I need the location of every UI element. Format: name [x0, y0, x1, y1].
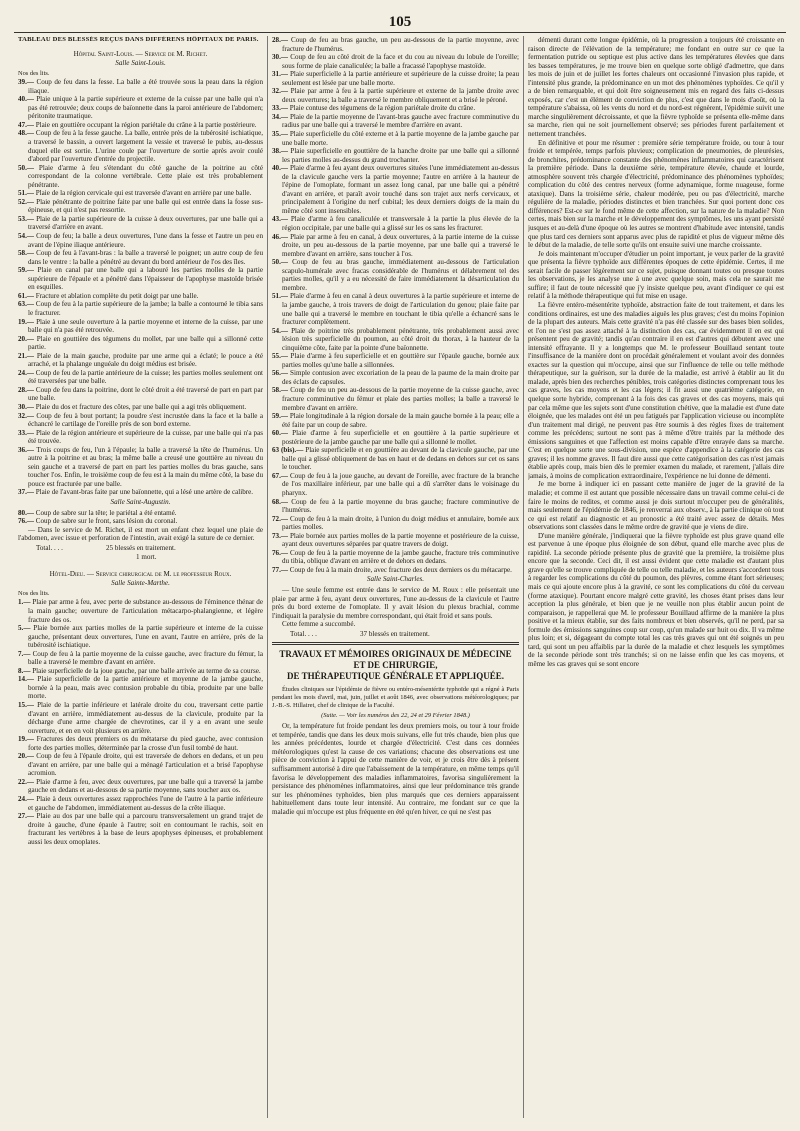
bed-number: 50.— [272, 258, 293, 267]
bed-number: 21.— [18, 351, 37, 360]
bed-number: 56.— [272, 369, 291, 378]
study-note: (Suite. — Voir les numéros des 22, 24 et 29 Février 1848.) [321, 711, 470, 719]
bed-number: 5.— [18, 624, 34, 633]
bed-number: 72.— [272, 514, 290, 523]
article-paragraph: La fièvre entéro-mésentérite typhoïde, abstraction faite de tout traitement, et dans les conditions ordinaires, est une des maladies aiguës les plus graves; c'est du moins l'opinion de la plupart des auteurs. Mais cette gravité n'a pas été classée sur des bases bien solides, et l'on ne s'est pas assez attaché à la distinction des cas, car évidemment il en est qui présentent peu de gravité; tandis qu'au contraire il en est d'autres qui débutent avec une intensité effrayante. Il y a longtemps que M. le professeur Bouillaud sentant toute l'insuffisance de la manière dont on procédait généralement et voulant avoir des données exactes sur la question qui m'occupe, ainsi que sur l'influence de telle ou telle méthode thérapeutique, sur la guérison, sur la durée de la maladie, est arrivé à établir au lit du malade, après bien des recherches pénibles, trois catégories distinctes comprenant tous les cas graves, les cas moyens et les cas légers; il fit aussi une quatrième catégorie, en quelque sorte hybride, comprenant à la fois des cas graves et des cas moyens, mais qui par cela même que les sujets sont d'une constitution chétive, que la maladie est d'une date éloignée, que les malades ont été un peu fatigués par l'application vicieuse ou incomplète d'un traitement mal dirigé, ne peuvent pas être soumis à des règles fixes de traitement comme les précédens; surtout ne sont pas à même d'être traités par la méthode des émissions sanguines et que l'affection est moins capable d'être enrayée dans sa marche. C'est en quelque sorte une sous-division, une espèce d'appendice à la catégorie des cas graves; il les nomme graves. Il faut dire aussi que cette catégorisation des cas n'est jamais établie après coup, mais bien dès le premier examen du malade, et rarement, j'allais dire jamais, à moins de complication extraordinaire, l'expérience ne lui donne de démenti. [528, 300, 784, 480]
entry-text: Coup de feu au côté droit de la face et du cou au niveau du lobule de l'oreille; sous forme de plaie canaliculée; la balle a fracassé l'apophyse mastoïde. [282, 53, 519, 70]
casualty-entry [18, 446, 263, 489]
casualty-entry [18, 95, 263, 121]
bed-number: 77.— [272, 565, 290, 574]
casualty-entry [18, 488, 263, 497]
column-divider [267, 36, 268, 1118]
casualty-entry [272, 549, 519, 566]
casualty-entry [18, 386, 263, 403]
entries-sainte-marthe [18, 598, 263, 846]
casualty-entry [18, 778, 263, 795]
entry-text: Coup de feu à la partie moyenne de la cuisse gauche, avec fracture du fémur, la balle a traversé le membre d'avant en arrière. [28, 649, 263, 667]
bed-number: 40.— [272, 164, 290, 173]
casualty-entry [272, 113, 519, 130]
bed-number: 80.— [18, 508, 36, 517]
bed-number: 59.— [272, 412, 290, 421]
bed-number: 28.— [18, 385, 36, 394]
casualty-entry [272, 164, 519, 215]
entry-text: Coup de feu à l'épaule droite, qui est traversée de dehors en dedans, et un peu d'avant en arrière, par une balle qui a ménagé l'articulation et a brisé l'apophyse acromion. [28, 752, 263, 778]
bed-number: 76.— [18, 517, 36, 526]
entry-text: Plaie en canal par une balle qui a labouré les parties molles de la partie supérieure de l'épaule et a pénétré dans l'épaisseur de l'apophyse mastoïde brisée en esquilles. [28, 266, 263, 292]
total-line [18, 544, 263, 553]
note-richet: — Dans le service de M. Richet, il est mort un enfant chez lequel une plaie de l'abdomen, avec issue et perforation de l'intestin, avait exigé la suture de ce dernier. [18, 525, 263, 543]
casualty-entry [18, 189, 263, 198]
entry-text: Plaie d'arme à feu canaliculée et transversale à la partie la plus élevée de la région occipitale, par une balle qui a glissé sur les os sans les fracturer. [282, 215, 519, 233]
hospital-heading-hotel-dieu: Hôtel-Dieu. — Service chirurgical de M. le professeur Roux. [49, 569, 232, 578]
ward-heading-saint-louis: Salle Saint-Louis. [115, 59, 166, 68]
bed-number: 54.— [18, 232, 37, 241]
entry-text: Plaie du dos et fracture des côtes, par une balle qui a agi très obliquement. [35, 402, 247, 411]
entry-text: Plaie de la main gauche, produite par une arme qui a éclaté; le pouce a été arraché, et la phalange unguéale du doigt médius est brisée. [28, 351, 263, 369]
entry-text: Plaie superficielle en gouttière de la hanche droite par une balle qui a sillonné les parties molles au-dessus du grand trochanter. [282, 147, 519, 164]
bed-number: 54.— [272, 326, 292, 335]
casualty-entry [18, 198, 263, 215]
entry-text: Simple contusion avec excoriation de la peau de la paume de la main droite par des éclats de capsules. [282, 369, 519, 386]
casualty-entry [272, 369, 519, 386]
bed-number: 32.— [272, 87, 291, 96]
casualty-entry [272, 53, 519, 70]
bed-number: 60.— [272, 429, 293, 438]
entry-text: Plaie de la partie moyenne de l'avant-bras gauche avec fracture comminutive du radius par une balle qui a traversé le membre d'arrière en avant. [282, 112, 519, 130]
entry-text: Plaie de la région antérieure et supérieure de la cuisse, par une balle qui n'a pas été trouvée. [28, 428, 263, 446]
bed-number: 53.— [18, 214, 37, 223]
table-title: TABLEAU DES BLESSÉS REÇUS DANS DIFFÉRENS HÔPITAUX DE PARIS. [18, 36, 259, 43]
bed-number: 20.— [18, 752, 37, 761]
bed-number: 14.— [18, 675, 38, 684]
entry-text: Plaie de poitrine très probablement pénétrante, très probablement aussi avec lésion très superficielle du poumon, au côté droit du thorax, à la hauteur de la cinquième côte, faite par la pointe d'une baïonnette. [282, 326, 519, 352]
entry-text: Plaie à deux ouvertures assez rapprochées l'une de l'autre à la partie inférieure et gauche de l'abdomen, immédiatement au-dessus de la crête iliaque. [28, 795, 263, 812]
bed-number: 20.— [18, 334, 37, 343]
casualty-entry [272, 515, 519, 532]
bed-number: 48.— [18, 129, 36, 138]
entry-text: Plaie superficielle de la joue gauche, par une balle arrivée au terme de sa course. [32, 666, 261, 675]
entry-text: Coup de feu au bras gauche, un peu au-dessous de la partie moyenne, avec fracture de l'humérus. [282, 36, 519, 53]
casualty-entry [272, 104, 519, 113]
entry-text: Plaie d'arme à feu en canal à deux ouvertures à la partie supérieure et interne de la jambe gauche, à trois travers de doigt de l'articulation du genou; plaie faite par une balle qui a traversé le membre en touchant le tibia qu'elle a échancré sans le fracturer complètement. [282, 292, 519, 327]
bed-number: 24.— [18, 368, 36, 377]
casualty-entry [272, 386, 519, 412]
bed-number: 38.— [272, 147, 291, 156]
total-label: Total. . . . [290, 629, 317, 638]
casualty-entry [18, 300, 263, 317]
casualty-entry [18, 701, 263, 735]
total-dead: 1 mort. [136, 553, 157, 562]
entry-text: Plaie longitudinale à la région dorsale de la main gauche bornée à la peau; elle a été faite par un coup de sabre. [282, 412, 519, 429]
article-body [528, 36, 784, 668]
entry-text: Plaie par arme à feu à la partie supérieure et externe de la jambe droite avec deux ouvertures; la balle a traversé le membre obliquement et a brisé le péroné. [282, 87, 519, 104]
casualty-entry [272, 412, 519, 429]
bed-number: 35.— [272, 130, 290, 139]
entry-text: Plaie pénétrante de poitrine faite par une balle qui est entrée dans la fosse sus-épineuse, et qui n'est pas ressortie. [28, 197, 263, 215]
entry-text: Plaie d'arme à feu superficielle et en gouttière à la partie supérieure et postérieure de la jambe gauche par une balle qui a sillonné le mollet. [282, 429, 519, 446]
casualty-entry [272, 36, 519, 53]
bed-numbers-label: Nos des lits. [18, 589, 50, 597]
casualty-entry [272, 472, 519, 498]
article-paragraph: Or, la température fut froide pendant les deux premiers mois, ou tour à tour froide et tempérée, tandis que dans les deux mois suivans, elle fut très chaude, bien plus que les années précédentes, lourde et chargée d'électricité. C'est dans ces données météorologiques qu'est la cause de ces variations; chacune des observations est une pièce de conviction à l'appui de cette manière de voir, et je crois être dès à présent suffisamment autorisé à dire que l'abaissement de la température, en même temps qu'il favorisa le développement des maladies inflammatoires, favorisa singulièrement la persistance des phénomènes inflammatoires, ainsi que leur prédominance très grande sur les phénomènes typhoïdes, bien plus marqués que ces derniers apparaissent habituellement dans toute leur intensité. Au contraire, me fondant sur ce que la maladie qui m'occupe est plus fréquente en été qu'en hiver, ce qui ne s'est pas [272, 722, 519, 816]
entry-text: Plaie d'arme à feu s'étendant du côté gauche de la poitrine au côté correspondant de la colonne vertébrale. Cette plaie est très probablement pénétrante. [28, 163, 263, 189]
casualty-entry [18, 752, 263, 778]
bed-number: 51.— [18, 189, 36, 198]
total-line [272, 630, 519, 639]
entry-text: Plaie superficielle du côté externe et à la partie moyenne de la jambe gauche par une balle morte. [282, 130, 519, 147]
entry-text: Coup de feu au bras gauche, immédiatement au-dessous de l'articulation scapulo-humérale avec fracas considérable de l'humérus et délabrement tel des parties molles, qu'il y a eu nécessité de faire immédiatement la désarticulation du membre. [282, 258, 519, 292]
entry-text: Plaie superficielle de la partie antérieure et moyenne de la jambe gauche, bornée à la peau, mais avec contusion probable du tibia, produite par une balle morte. [28, 675, 263, 701]
casualty-entry [18, 429, 263, 446]
bed-number: 36.— [18, 445, 37, 454]
section-title: DE THÉRAPEUTIQUE GÉNÉRALE ET APPLIQUÉE. [287, 671, 504, 682]
article-paragraph: Je dois maintenant m'occuper d'étudier un point important, je veux parler de la gravité que présenta la fièvre typhoïde aux différentes époques de cette épidémie. Certes, il me serait facile de passer légèrement sur ce sujet, puisque donnant toutes ou presque toutes les observations, je les analyse une à une avec quelque soin, mais cela ne saurait me suffire; il faut de toute nécessité que j'y insiste quelque peu, avant d'indiquer ce qui est relatif à la méthode thérapeutique qui fut mise en usage. [528, 249, 784, 301]
entry-text: Coup de feu à la main droite, à l'union du doigt médius et annulaire, bornée aux parties molles. [282, 514, 519, 532]
casualty-entry [272, 215, 519, 232]
bed-number: 8.— [18, 666, 33, 675]
bed-number: 63 (bis).— [272, 446, 306, 455]
entry-text: Plaie de l'avant-bras faite par une baïonnette, qui a lésé une artère de calibre. [35, 488, 254, 497]
entry-text: Coup de feu à l'avant-bras : la balle a traversé le poignet; un autre coup de feu dans le ventre : la balle a pénétré au devant du bord antérieur de l'os des îles. [28, 249, 263, 266]
entry-text: Coup de feu à la partie supérieure de la jambe; la balle a contourné le tibia sans le fracturer. [28, 300, 263, 317]
bed-number: 61.— [18, 291, 36, 300]
casualty-entry [272, 532, 519, 549]
casualty-entry [272, 446, 519, 472]
casualty-entry [18, 650, 263, 667]
casualty-entry [272, 292, 519, 326]
bed-number: 30.— [272, 53, 291, 62]
casualty-entry [18, 812, 263, 846]
entry-text: Plaie d'arme à feu superficielle et en gouttière sur l'épaule gauche, bornée aux parties molles qu'une balle a sillonnées. [282, 352, 519, 369]
bed-number: 52.— [18, 197, 37, 206]
casualty-entry [272, 233, 519, 259]
entries-saint-louis [18, 78, 263, 497]
entry-text: Plaie contuse des tégumens de la région pariétale droite du crâne. [289, 104, 476, 113]
bed-number: 22.— [18, 777, 37, 786]
bed-number: 33.— [272, 104, 290, 113]
casualty-entry [18, 598, 263, 624]
casualty-entry [18, 232, 263, 249]
hospital-heading-saint-louis: Hôpital Saint-Louis. — Service de M. Richet. [73, 49, 208, 58]
bed-number: 33.— [18, 428, 36, 437]
entry-text: Coup de feu un peu au-dessous de la partie moyenne de la cuisse gauche, avec fracture comminutive du fémur et plaie des parties molles; la balle a traversé le membre d'avant en arrière. [282, 386, 519, 412]
bed-number: 40.— [18, 95, 37, 104]
bed-number: 32.— [18, 411, 37, 420]
bed-number: 19.— [18, 317, 37, 326]
entry-text: Coup de sabre sur la tête; le pariétal a été entamé. [35, 508, 177, 517]
ward-heading-sainte-marthe: Salle Sainte-Marthe. [111, 579, 170, 588]
entry-text: Coup de feu à la joue gauche, au devant de l'oreille, avec fracture de la branche de l'os maxillaire inférieur, par une balle qui a dû s'arrêter dans le voisinage du pharynx. [282, 471, 519, 497]
section-title: ET DE CHIRURGIE, [353, 660, 438, 671]
entry-text: Coup de feu; la balle a deux ouvertures, l'une dans la fesse et l'autre un peu en avant de l'épine iliaque antérieure. [28, 232, 263, 249]
bed-numbers-label: Nos des lits. [18, 69, 50, 77]
casualty-entry [18, 215, 263, 232]
casualty-entry [18, 78, 263, 95]
casualty-entry [272, 258, 519, 292]
section-rule [272, 644, 519, 645]
entry-text: Plaie superficielle et en gouttière au devant de la clavicule gauche, par une balle qui a glissé obliquement de bas en haut et de dedans en dehors sur cet os sans le toucher. [282, 446, 519, 472]
casualty-entry [272, 566, 519, 575]
bed-number: 30.— [18, 402, 36, 411]
casualty-entry [18, 292, 263, 301]
casualty-entry [18, 352, 263, 369]
entry-text: Plaie bornée aux parties molles de la partie moyenne et postérieure de la cuisse, ayant deux ouvertures séparées par quatre travers de doigt. [282, 531, 519, 549]
entry-text: Coup de feu à la main droite, avec fracture des deux derniers os du métacarpe. [289, 565, 512, 574]
casualty-entry [272, 327, 519, 353]
casualty-entry [18, 624, 263, 650]
casualty-entry [18, 412, 263, 429]
bed-number: 43.— [272, 215, 291, 224]
entry-text: Fracture et ablation complète du petit doigt par une balle. [35, 291, 199, 300]
casualty-entry [18, 369, 263, 386]
study-title: Études cliniques sur l'épidémie de fièvre ou entéro-mésentérite typhoïde qui a régné à Paris pendant les mois d'avril, mai, juin, juillet et août 1846, avec observations météorologiques; par J.-B.-S. Hillairet, chef de clinique de la Faculté. [272, 686, 519, 709]
casualty-entry [18, 249, 263, 266]
entry-text: Plaie d'arme à feu, avec deux ouvertures, par une balle qui a traversé la jambe gauche en dedans et au-dessous de sa partie moyenne, sans toucher aux os. [28, 777, 263, 795]
bed-number: 50.— [18, 163, 39, 172]
bed-number: 73.— [272, 531, 290, 540]
column-2 [272, 36, 519, 1121]
column-1 [18, 36, 263, 1121]
bed-number: 67.— [272, 471, 291, 480]
bed-number: 1.— [18, 598, 33, 607]
casualty-entry [272, 352, 519, 369]
entry-text: Coup de feu à bout portant; la poudre s'est incrustée dans la face et la balle a échancré le cartilage de l'oreille près de son bord externe. [28, 411, 263, 429]
entry-text: Plaie de la partie inférieure et latérale droite du cou, traversant cette partie d'avant en arrière, immédiatement au-dessus de la clavicule, produite par la décharge d'une arme chargée de chevrotines, car il y a en avant une seule ouverture, et en en voit plusieurs en arrière. [28, 701, 263, 735]
entry-text: Coup de feu dans la fesse. La balle a été trouvée sous la peau dans la région iliaque. [28, 78, 263, 95]
bed-number: 27.— [18, 812, 37, 821]
entry-text: Fractures des deux premiers os du métatarse du pied gauche, avec contusion forte des parties molles, déterminée par la crosse d'un fusil tombé de haut. [28, 735, 263, 752]
note-roux-2: Cette femme a succombé. [282, 620, 356, 629]
entry-text: Plaie par arme à feu en canal, à deux ouvertures, à la partie interne de la cuisse droite, un peu au-dessous de la partie moyenne, par une balle qui a traversé le membre d'avant en arrière, sans toucher à l'os. [282, 232, 519, 258]
casualty-entry [18, 735, 263, 752]
article-paragraph: En définitive et pour me résumer : première série température froide, ou tour à tour froide et tempérée, temps parfois pluvieux; complication de pneumonies, de pleurésies, de bronchites, prédominance constante des phénomènes inflammatoires qui caractérisent la première période. Dans la deuxième série, température élevée, chaude et lourde, atmosphère souvent très chargée d'électricité, prédominance des phénomènes typhoïdes; complication du côté des centres nerveux (forme adynamique, forme nuageuse, forme ataxique). Dans la troisième série, chaleur modérée, peu ou pas d'électricité, marche régulière de la maladie, périodes distinctes et bien tranchées. Sur quoi portent donc ces différences? Est-ce sur le fond même de cette affection, sur la nature de la maladie? Non certes, mais bien sur la marche et le développement des symptômes, les uns ayant persisté jusques et au-delà d'une époque où les autres se montrent d'habitude avec intensité, tandis que plus tard ces derniers sont apparus avec plus de rapidité et plus de vigueur même dès le début de la maladie, de telle sorte qu'ils ont ensuite suivi une marche croissante. [528, 138, 784, 250]
bed-number: 58.— [18, 249, 37, 258]
casualty-entry [272, 498, 519, 515]
bed-number: 47.— [18, 120, 36, 129]
bed-number: 7.— [18, 649, 33, 658]
entry-text: Plaie bornée aux parties molles de la partie supérieure et interne de la cuisse gauche, présentant deux ouvertures, l'une en avant, l'autre en arrière, près de la tubérosité ischiatique. [28, 624, 263, 650]
ward-heading-saint-charles: Salle Saint-Charles. [366, 575, 425, 584]
bed-number: 34.— [272, 112, 290, 121]
casualty-entry [272, 147, 519, 164]
article-paragraph: démenti durant cette longue épidémie, où la progression a toujours été croissante en raison directe de l'élévation de la température; me fondant en outre sur ce que la fermentation putride ou septique est plus active dans les températures élevées que dans les basses températures, je me trouve bien en quelque sorte obligé d'admettre, que dans les mois de juin et de juillet les fortes chaleurs ont occasionné l'invasion plus rapide, et l'intensité plus grande, la prédominance en un mot des phénomènes typhoïdes. Ce qu'il y a de bien remarquable, et qui doit être soigneusement mis en regard des faits ci-dessus exposés, car c'est un élément de conviction de plus, c'est que dans le mois d'août, où la température s'abaissa, où les vents du nord et du nord-est régnèrent, l'épidémie suivit une marche singulièrement décroissante, et que la fièvre typhoïde se présenta elle-même dans sa marche, rien qui ne soit journellement observé; ses périodes furent parfaitement et nettement tranchées. [528, 36, 784, 139]
entry-text: Plaie à une seule ouverture à la partie moyenne et interne de la cuisse, par une balle qui n'a pas été retrouvée. [28, 317, 263, 335]
entry-text: Plaie d'arme à feu ayant deux ouvertures situées l'une immédiatement au-dessus de la clavicule gauche vers la partie moyenne; l'autre en arrière à la hauteur de l'épine de l'omoplate, formant un assez long canal, par une balle qui a pénétré d'avant en arrière, et paraît avoir touché dans son trajet aux nerfs cervicaux, et principalement à l'origine du nerf cubital; les deux derniers doigts de la main du même côté sont insensibles. [282, 164, 519, 215]
entry-text: Coup de feu à la fesse gauche. La balle, entrée près de la tubérosité ischiatique, a traversé le bassin, a ouvert largement la vessie et traversé le pubis, au-dessus duquel elle est sortie. L'urine coule par l'ouverture de sortie après avoir coulé d'abord par l'ouverture d'entrée du projectile. [28, 129, 263, 164]
total-value: 25 blessés en traitement. [106, 543, 176, 552]
casualty-entry [18, 266, 263, 292]
ward-heading-saint-augustin: Salle Saint-Augustin. [110, 497, 171, 506]
column-3 [528, 36, 784, 1121]
bed-number: 51.— [272, 292, 290, 301]
entry-text: Coup de feu à la partie moyenne de la jambe gauche, fracture très comminutive du tibia, oblique d'avant en arrière et de dehors en dedans. [282, 548, 519, 566]
entries-saint-augustin [18, 509, 263, 526]
page-number: 105 [388, 14, 412, 30]
bed-number: 24.— [18, 795, 37, 804]
section-rule [272, 642, 519, 643]
bed-number: 31.— [272, 70, 290, 79]
entry-text: Plaie unique à la partie supérieure et externe de la cuisse par une balle qui n'a pas été retrouvée; deux coups de baïonnette dans la paroi antérieure de l'abdomen; péritonite traumatique. [28, 95, 263, 121]
article-paragraph: Je me borne à indiquer ici en passant cette manière de juger de la gravité de la maladie; et comme il est autant que possible nécessaire dans un travail comme celui-ci de faire le moins de redites, et comme aussi je dois surtout m'occuper peu de généralités, mais seulement de l'épidémie de 1846, je renverrai aux observ., à la partie clinique où tout ce qui est relatif au diagnostic et au pronostic a été traité avec assez de détails. Mes observations sont classées dans le même ordre de gravité que je viens de dire. [528, 480, 784, 532]
total-value: 37 blessés en traitement. [360, 629, 430, 638]
casualty-entry [18, 335, 263, 352]
note-roux: — Une seule femme est entrée dans le service de M. Roux : elle présentait une plaie par arme à feu, ayant deux ouvertures, l'une au-dessus de la clavicule et l'autre près du bord externe de l'omoplate. Il y avait lésion du plexus brachial, comme l'indiquait la paralysie du membre correspondant, qui était froid et sans pouls. [272, 586, 519, 620]
casualty-entry [272, 130, 519, 147]
casualty-entry [18, 517, 263, 526]
bed-number: 63.— [18, 300, 36, 309]
article-paragraph: D'une manière générale, j'indiquerai que la fièvre typhoïde est plus grave quand elle est parvenue à une époque plus éloignée de son début, quand elle marche avec plus de rapidité. La seconde période présente plus de gravité que la première, la troisième plus encore que la seconde. Ceci dit, il est aussi évident que cette maladie est d'autant plus grave qu'elle se trouve compliquée de telle ou telle maladie, et les auteurs s'accordent tous à regarder les complications du côté du poumon, des plèvres, comme étant fort sérieuses; mais ce qui ajoute encore plus à la gravité, ce sont les complications du côté du cerveau (forme ataxique). Pourtant encore malgré cette gravité, les choses étant prises dans leur acception la plus générale, et bien que je ne veuille non plus établir aucun point de comparaison, je rappellerai que M. le professeur Bouillaud affirme de la manière la plus positive et la mieux établie, sur des faits nombreux et bien observés, qu'il ne perd, par sa formule des émissions sanguines coup sur coup, qu'un malade sur huit ou dix. Il va même plus loin; et si, dégageant du compte total les cas très graves qui ont été soignés un peu tard, qui sont un peu affaiblis par la durée de la maladie et chez lesquels les symptômes de la seconde période sont très tranchés; si on ne laisse enfin que les cas moyens, et même les cas graves qui se sont encore [528, 531, 784, 668]
total-line [18, 553, 263, 562]
entry-text: Plaie par arme à feu, avec perte de substance au-dessous de l'éminence thénar de la main gauche; ouverture de l'articulation métacarpo-phalangienne, et légère fracture des os. [28, 598, 263, 624]
entry-text: Plaie de la partie supérieure de la cuisse à deux ouvertures, par une balle qui a traversé d'arrière en avant. [28, 214, 263, 232]
casualty-entry [18, 318, 263, 335]
entry-text: Coup de feu dans la poitrine, dont le côté droit a été traversé de part en part par une balle. [28, 385, 263, 403]
casualty-entry [18, 509, 263, 518]
bed-number: 19.— [18, 735, 37, 744]
casualty-entry [18, 675, 263, 701]
entry-text: Plaie superficielle à la partie antérieure et supérieure de la cuisse droite; la peau seulement est lésée par une balle morte. [282, 70, 519, 87]
bed-number: 76.— [272, 548, 291, 557]
section-title: TRAVAUX ET MÉMOIRES ORIGINAUX DE MÉDECINE [279, 649, 512, 660]
entries-col2 [272, 36, 519, 574]
casualty-entry [18, 403, 263, 412]
casualty-entry [18, 667, 263, 676]
entry-text: Plaie au dos par une balle qui a parcouru transversalement un grand trajet de droite à gauche, d'une épaule à l'autre; soit en contournant le rachis, soit en fracturant les vertèbres à la base de leurs apophyses épineuses, et probablement aussi les deux omoplates. [28, 812, 263, 846]
casualty-entry [272, 70, 519, 87]
bed-number: 39.— [18, 78, 37, 87]
total-label: Total. . . . [36, 543, 63, 552]
entry-text: Coup de feu à la partie moyenne du bras gauche; fracture comminutive de l'humérus. [282, 497, 519, 515]
casualty-entry [272, 429, 519, 446]
bed-number: 15.— [18, 701, 38, 710]
top-rule [14, 32, 786, 33]
entry-text: Coup de feu de la partie antérieure de la cuisse; les parties molles seulement ont été traversées par une balle. [28, 368, 263, 386]
entry-text: Trois coups de feu, l'un à l'épaule; la balle a traversé la tête de l'humérus. Un autre à la poitrine et au bras; la même balle a creusé une gouttière au niveau du sein gauche et a traversé de part en part les parties molles du bras gauche, sans toucher l'os. Enfin, le troisième coup de feu est à la main du même côté, la base du pouce est fracturée par une balle. [28, 445, 263, 488]
bed-number: 37.— [18, 488, 36, 497]
casualty-entry [18, 121, 263, 130]
entry-text: Plaie de la région cervicale qui est traversée d'avant en arrière par une balle. [35, 189, 252, 198]
entry-text: Coup de sabre sur le front, sans lésion du coronal. [35, 517, 178, 526]
bed-number: 58.— [272, 386, 291, 395]
column-divider [523, 36, 524, 1118]
entry-text: Plaie en gouttière des tégumens du mollet, par une balle qui a sillonné cette partie. [28, 334, 263, 352]
bed-number: 68.— [272, 497, 292, 506]
bed-number: 55.— [272, 352, 291, 361]
bed-number: 59.— [18, 266, 38, 275]
casualty-entry [18, 129, 263, 163]
casualty-entry [18, 795, 263, 812]
bed-number: 28.— [272, 36, 291, 44]
entry-text: Plaie en gouttière occupant la région pariétale du crâne à la partie postérieure. [35, 120, 257, 129]
casualty-entry [272, 87, 519, 104]
casualty-entry [18, 164, 263, 190]
bed-number: 46.— [272, 232, 291, 241]
